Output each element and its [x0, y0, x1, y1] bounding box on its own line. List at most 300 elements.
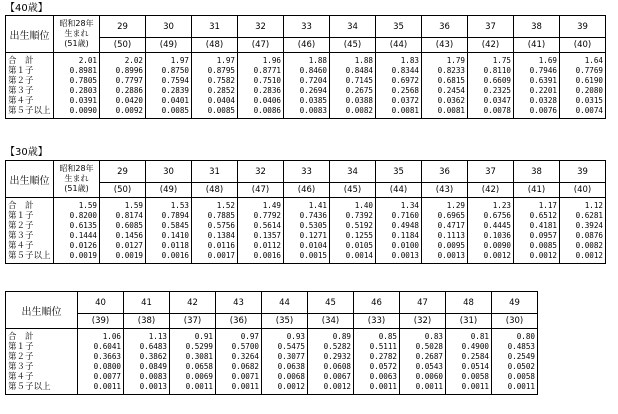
data-cell: 0.0060: [415, 372, 443, 381]
data-cell: 0.0682: [231, 362, 259, 371]
data-cell: 0.0012: [277, 382, 305, 391]
table-age-30-continued: [5, 291, 538, 395]
row-label: 第４子: [8, 241, 34, 251]
header-birth-year: 36: [422, 16, 468, 38]
data-cell: 0.1271: [299, 231, 327, 240]
data-cell: 0.0514: [461, 362, 489, 371]
header-birth-year: 46: [354, 292, 400, 314]
data-cell: 1.23: [492, 201, 511, 210]
data-cell: 0.0012: [323, 382, 351, 391]
data-column: [284, 198, 330, 264]
data-cell: 0.0328: [529, 96, 557, 105]
data-cell: 0.1113: [437, 231, 465, 240]
data-cell: 0.0016: [161, 251, 189, 260]
header-birth-year: 38: [514, 161, 560, 183]
data-cell: 0.0067: [323, 372, 351, 381]
data-cell: 0.0388: [345, 96, 373, 105]
data-cell: 0.0572: [369, 362, 397, 371]
header-age: (36): [216, 314, 262, 329]
row-label: 第３子: [8, 362, 34, 372]
data-cell: 0.0118: [161, 241, 189, 250]
data-cell: 0.4948: [391, 221, 419, 230]
header-age: (47): [238, 38, 284, 53]
data-cell: 0.89: [332, 332, 351, 341]
data-cell: 0.0401: [161, 96, 189, 105]
data-column: [262, 329, 308, 395]
data-cell: 0.0372: [391, 96, 419, 105]
header-birth-order: 出生順位: [6, 161, 54, 198]
data-cell: 0.2687: [415, 352, 443, 361]
data-cell: 0.6972: [391, 76, 419, 85]
data-cell: 0.0077: [93, 372, 121, 381]
data-cell: 0.0104: [299, 241, 327, 250]
data-cell: 0.0347: [483, 96, 511, 105]
data-cell: 0.85: [378, 332, 397, 341]
header-age: (33): [354, 314, 400, 329]
data-cell: 0.8750: [161, 66, 189, 75]
data-cell: 0.5845: [161, 221, 189, 230]
data-cell: 0.2549: [507, 352, 535, 361]
data-cell: 0.4717: [437, 221, 465, 230]
row-labels-cell: [6, 198, 54, 264]
header-age: (44): [376, 183, 422, 198]
header-age: (50): [100, 38, 146, 53]
data-cell: 0.0083: [139, 372, 167, 381]
data-cell: 1.06: [102, 332, 121, 341]
data-cell: 0.7885: [207, 211, 235, 220]
data-cell: 0.0543: [415, 362, 443, 371]
data-column: [192, 198, 238, 264]
header-age: (31): [446, 314, 492, 329]
data-cell: 0.0083: [299, 106, 327, 115]
data-cell: 0.0011: [369, 382, 397, 391]
data-cell: 1.69: [538, 56, 557, 65]
data-cell: 0.0015: [299, 251, 327, 260]
section-title-30: 【30歳】: [5, 147, 48, 158]
data-cell: 1.59: [124, 201, 143, 210]
data-cell: 0.0011: [415, 382, 443, 391]
data-cell: 0.0095: [437, 241, 465, 250]
data-cell: 0.0019: [115, 251, 143, 260]
data-column: [514, 53, 560, 119]
row-label: 合 計: [8, 56, 34, 66]
data-cell: 0.5028: [415, 342, 443, 351]
header-birth-year: 32: [238, 161, 284, 183]
data-cell: 0.2694: [299, 86, 327, 95]
header-age: (44): [376, 38, 422, 53]
data-column: [216, 329, 262, 395]
header-cohort-line: 生まれ: [64, 29, 89, 38]
data-cell: 0.0800: [93, 362, 121, 371]
data-cell: 0.0074: [575, 106, 603, 115]
data-cell: 0.0126: [69, 241, 97, 250]
row-label: 第３子: [8, 86, 34, 96]
row-label: 合 計: [8, 332, 34, 342]
data-cell: 1.34: [400, 201, 419, 210]
data-cell: 0.0404: [207, 96, 235, 105]
table-age-40: [5, 15, 606, 119]
header-birth-year: 41: [124, 292, 170, 314]
data-column: [400, 329, 446, 395]
data-cell: 0.0063: [369, 372, 397, 381]
data-cell: 0.0076: [529, 106, 557, 115]
data-cell: 0.7797: [115, 76, 143, 85]
header-age: (41): [514, 38, 560, 53]
data-cell: 0.0658: [185, 362, 213, 371]
data-column: [170, 329, 216, 395]
data-cell: 0.0081: [391, 106, 419, 115]
data-cell: 1.49: [262, 201, 281, 210]
data-cell: 0.3264: [231, 352, 259, 361]
header-age: (32): [400, 314, 446, 329]
data-column: [514, 198, 560, 264]
data-cell: 0.6483: [139, 342, 167, 351]
header-birth-cohort-first: [54, 16, 100, 53]
data-cell: 0.8344: [391, 66, 419, 75]
data-cell: 1.88: [308, 56, 327, 65]
header-birth-order: 出生順位: [6, 292, 78, 329]
row-label: 第５子以上: [8, 382, 51, 392]
data-cell: 0.2080: [575, 86, 603, 95]
data-cell: 0.5111: [369, 342, 397, 351]
data-cell: 0.2932: [323, 352, 351, 361]
row-label: 第３子: [8, 231, 34, 241]
data-cell: 0.2675: [345, 86, 373, 95]
header-birth-year: 37: [468, 16, 514, 38]
data-cell: 1.79: [446, 56, 465, 65]
data-cell: 1.13: [148, 332, 167, 341]
data-cell: 0.81: [470, 332, 489, 341]
header-age: (47): [238, 183, 284, 198]
data-cell: 0.0105: [345, 241, 373, 250]
data-column: [354, 329, 400, 395]
data-cell: 0.0957: [529, 231, 557, 240]
data-column: [100, 198, 146, 264]
data-cell: 0.0012: [575, 251, 603, 260]
row-label: 合 計: [8, 201, 34, 211]
data-cell: 1.52: [216, 201, 235, 210]
data-cell: 0.0608: [323, 362, 351, 371]
data-cell: 0.7392: [345, 211, 373, 220]
header-cohort-line: (51歳): [64, 39, 89, 48]
data-column: [54, 53, 100, 119]
header-age: (40): [560, 38, 606, 53]
data-cell: 0.0085: [529, 241, 557, 250]
header-birth-year: 45: [308, 292, 354, 314]
data-cell: 0.0013: [391, 251, 419, 260]
data-column: [330, 53, 376, 119]
data-cell: 0.1456: [115, 231, 143, 240]
data-cell: 0.1444: [69, 231, 97, 240]
data-cell: 0.2454: [437, 86, 465, 95]
header-birth-year: 39: [560, 16, 606, 38]
data-cell: 0.0082: [575, 241, 603, 250]
data-cell: 0.0362: [437, 96, 465, 105]
header-age: (45): [330, 183, 376, 198]
header-age: (43): [422, 38, 468, 53]
data-cell: 0.7204: [299, 76, 327, 85]
header-birth-year: 29: [100, 16, 146, 38]
header-cohort-line: 生まれ: [64, 174, 89, 183]
data-cell: 0.0011: [461, 382, 489, 391]
data-cell: 0.0876: [575, 231, 603, 240]
data-cell: 0.0011: [507, 382, 535, 391]
data-cell: 0.2584: [461, 352, 489, 361]
header-age: (42): [468, 38, 514, 53]
header-birth-year: 33: [284, 16, 330, 38]
data-cell: 0.0100: [391, 241, 419, 250]
header-age: (42): [468, 183, 514, 198]
data-cell: 0.6965: [437, 211, 465, 220]
data-column: [422, 198, 468, 264]
header-age: (45): [330, 38, 376, 53]
header-birth-year: 39: [560, 161, 606, 183]
data-cell: 0.0013: [437, 251, 465, 260]
header-birth-year: 29: [100, 161, 146, 183]
header-age: (43): [422, 183, 468, 198]
data-cell: 1.41: [308, 201, 327, 210]
data-cell: 1.29: [446, 201, 465, 210]
header-cohort-line: 昭和28年: [59, 164, 94, 173]
data-cell: 1.83: [400, 56, 419, 65]
header-birth-year: 31: [192, 161, 238, 183]
header-age: (49): [146, 183, 192, 198]
header-birth-year: 49: [492, 292, 538, 314]
data-cell: 0.0082: [345, 106, 373, 115]
header-birth-year: 47: [400, 292, 446, 314]
data-cell: 0.8795: [207, 66, 235, 75]
data-cell: 0.0092: [115, 106, 143, 115]
header-birth-year: 37: [468, 161, 514, 183]
header-birth-year: 36: [422, 161, 468, 183]
data-cell: 0.0078: [483, 106, 511, 115]
data-cell: 0.0090: [483, 241, 511, 250]
data-column: [192, 53, 238, 119]
data-cell: 0.91: [194, 332, 213, 341]
data-cell: 2.02: [124, 56, 143, 65]
data-cell: 2.01: [78, 56, 97, 65]
data-cell: 0.3663: [93, 352, 121, 361]
data-cell: 0.7946: [529, 66, 557, 75]
header-birth-year: 32: [238, 16, 284, 38]
data-cell: 0.8771: [253, 66, 281, 75]
data-cell: 0.0849: [139, 362, 167, 371]
header-age: (48): [192, 38, 238, 53]
data-cell: 0.0085: [161, 106, 189, 115]
data-column: [146, 198, 192, 264]
header-birth-year: 34: [330, 16, 376, 38]
data-cell: 0.7160: [391, 211, 419, 220]
data-cell: 1.97: [170, 56, 189, 65]
header-birth-year: 31: [192, 16, 238, 38]
data-cell: 0.0502: [507, 362, 535, 371]
data-cell: 0.2852: [207, 86, 235, 95]
data-cell: 0.2836: [253, 86, 281, 95]
data-cell: 1.88: [354, 56, 373, 65]
data-cell: 1.97: [216, 56, 235, 65]
data-cell: 0.4445: [483, 221, 511, 230]
data-column: [376, 53, 422, 119]
header-birth-year: 30: [146, 16, 192, 38]
data-cell: 1.96: [262, 56, 281, 65]
data-cell: 0.0116: [207, 241, 235, 250]
data-column: [560, 53, 606, 119]
data-column: [308, 329, 354, 395]
data-cell: 1.12: [584, 201, 603, 210]
data-cell: 0.8174: [115, 211, 143, 220]
header-age: (37): [170, 314, 216, 329]
header-age: (48): [192, 183, 238, 198]
data-cell: 0.6756: [483, 211, 511, 220]
data-cell: 0.2886: [115, 86, 143, 95]
data-cell: 0.0016: [253, 251, 281, 260]
data-cell: 0.6281: [575, 211, 603, 220]
data-cell: 0.7436: [299, 211, 327, 220]
header-birth-cohort-first: [54, 161, 100, 198]
data-cell: 0.6190: [575, 76, 603, 85]
data-cell: 0.2803: [69, 86, 97, 95]
data-cell: 0.0112: [253, 241, 281, 250]
data-cell: 0.1184: [391, 231, 419, 240]
data-column: [560, 198, 606, 264]
data-cell: 0.8460: [299, 66, 327, 75]
data-cell: 0.7792: [253, 211, 281, 220]
data-cell: 0.3862: [139, 352, 167, 361]
data-cell: 0.3924: [575, 221, 603, 230]
header-age: (49): [146, 38, 192, 53]
data-cell: 0.6512: [529, 211, 557, 220]
data-cell: 0.8484: [345, 66, 373, 75]
data-cell: 0.0014: [345, 251, 373, 260]
data-cell: 1.59: [78, 201, 97, 210]
data-column: [238, 53, 284, 119]
data-cell: 0.0086: [253, 106, 281, 115]
data-cell: 0.1255: [345, 231, 373, 240]
header-birth-year: 43: [216, 292, 262, 314]
data-cell: 0.0012: [529, 251, 557, 260]
data-cell: 1.64: [584, 56, 603, 65]
header-birth-year: 33: [284, 161, 330, 183]
data-column: [492, 329, 538, 395]
data-column: [468, 53, 514, 119]
data-cell: 0.0011: [231, 382, 259, 391]
data-cell: 0.7769: [575, 66, 603, 75]
header-age: (39): [78, 314, 124, 329]
data-cell: 0.0385: [299, 96, 327, 105]
data-cell: 0.0085: [207, 106, 235, 115]
data-cell: 0.0011: [93, 382, 121, 391]
header-age: (40): [560, 183, 606, 198]
data-cell: 0.4900: [461, 342, 489, 351]
row-label: 第５子以上: [8, 251, 51, 261]
row-label: 第５子以上: [8, 106, 51, 116]
data-column: [54, 198, 100, 264]
data-cell: 0.0315: [575, 96, 603, 105]
data-cell: 0.6041: [93, 342, 121, 351]
data-cell: 0.2201: [529, 86, 557, 95]
data-column: [124, 329, 170, 395]
data-cell: 0.2839: [161, 86, 189, 95]
data-cell: 0.7582: [207, 76, 235, 85]
data-cell: 0.3081: [185, 352, 213, 361]
data-cell: 0.0071: [231, 372, 259, 381]
header-birth-order: 出生順位: [6, 16, 54, 53]
data-cell: 0.8981: [69, 66, 97, 75]
header-birth-year: 40: [78, 292, 124, 314]
data-cell: 0.1410: [161, 231, 189, 240]
data-cell: 0.1357: [253, 231, 281, 240]
data-cell: 0.5756: [207, 221, 235, 230]
data-cell: 0.0019: [69, 251, 97, 260]
data-cell: 0.8996: [115, 66, 143, 75]
data-cell: 0.7145: [345, 76, 373, 85]
data-cell: 0.0012: [483, 251, 511, 260]
data-cell: 0.0058: [461, 372, 489, 381]
data-cell: 0.5614: [253, 221, 281, 230]
header-age: (34): [308, 314, 354, 329]
data-cell: 0.0013: [139, 382, 167, 391]
data-column: [446, 329, 492, 395]
data-cell: 1.40: [354, 201, 373, 210]
data-cell: 0.97: [240, 332, 259, 341]
data-column: [376, 198, 422, 264]
header-age: (46): [284, 183, 330, 198]
data-column: [238, 198, 284, 264]
data-cell: 0.7894: [161, 211, 189, 220]
data-cell: 0.2568: [391, 86, 419, 95]
data-cell: 0.0420: [115, 96, 143, 105]
row-label: 第１子: [8, 66, 34, 76]
data-cell: 0.0081: [437, 106, 465, 115]
data-cell: 0.0391: [69, 96, 97, 105]
data-cell: 0.5299: [185, 342, 213, 351]
header-birth-year: 48: [446, 292, 492, 314]
data-cell: 0.1384: [207, 231, 235, 240]
data-cell: 0.8233: [437, 66, 465, 75]
data-cell: 0.4853: [507, 342, 535, 351]
header-birth-year: 38: [514, 16, 560, 38]
data-column: [330, 198, 376, 264]
header-cohort-line: 昭和28年: [59, 19, 94, 28]
data-cell: 0.8200: [69, 211, 97, 220]
data-cell: 0.0406: [253, 96, 281, 105]
data-cell: 1.75: [492, 56, 511, 65]
data-cell: 0.0638: [277, 362, 305, 371]
header-age: (38): [124, 314, 170, 329]
section-title-40: 【40歳】: [5, 3, 48, 14]
header-age: (50): [100, 183, 146, 198]
row-label: 第２子: [8, 352, 34, 362]
header-age: (35): [262, 314, 308, 329]
data-cell: 0.6085: [115, 221, 143, 230]
data-cell: 0.5192: [345, 221, 373, 230]
header-cohort-line: (51歳): [64, 184, 89, 193]
data-cell: 0.0058: [507, 372, 535, 381]
row-label: 第４子: [8, 372, 34, 382]
data-cell: 0.7510: [253, 76, 281, 85]
data-cell: 0.0090: [69, 106, 97, 115]
data-cell: 0.0069: [185, 372, 213, 381]
data-cell: 0.5282: [323, 342, 351, 351]
data-cell: 0.0017: [207, 251, 235, 260]
data-column: [468, 198, 514, 264]
data-cell: 0.83: [424, 332, 443, 341]
data-cell: 0.2325: [483, 86, 511, 95]
data-cell: 0.0127: [115, 241, 143, 250]
table-age-30: [5, 160, 606, 264]
data-cell: 0.8110: [483, 66, 511, 75]
header-age: (41): [514, 183, 560, 198]
